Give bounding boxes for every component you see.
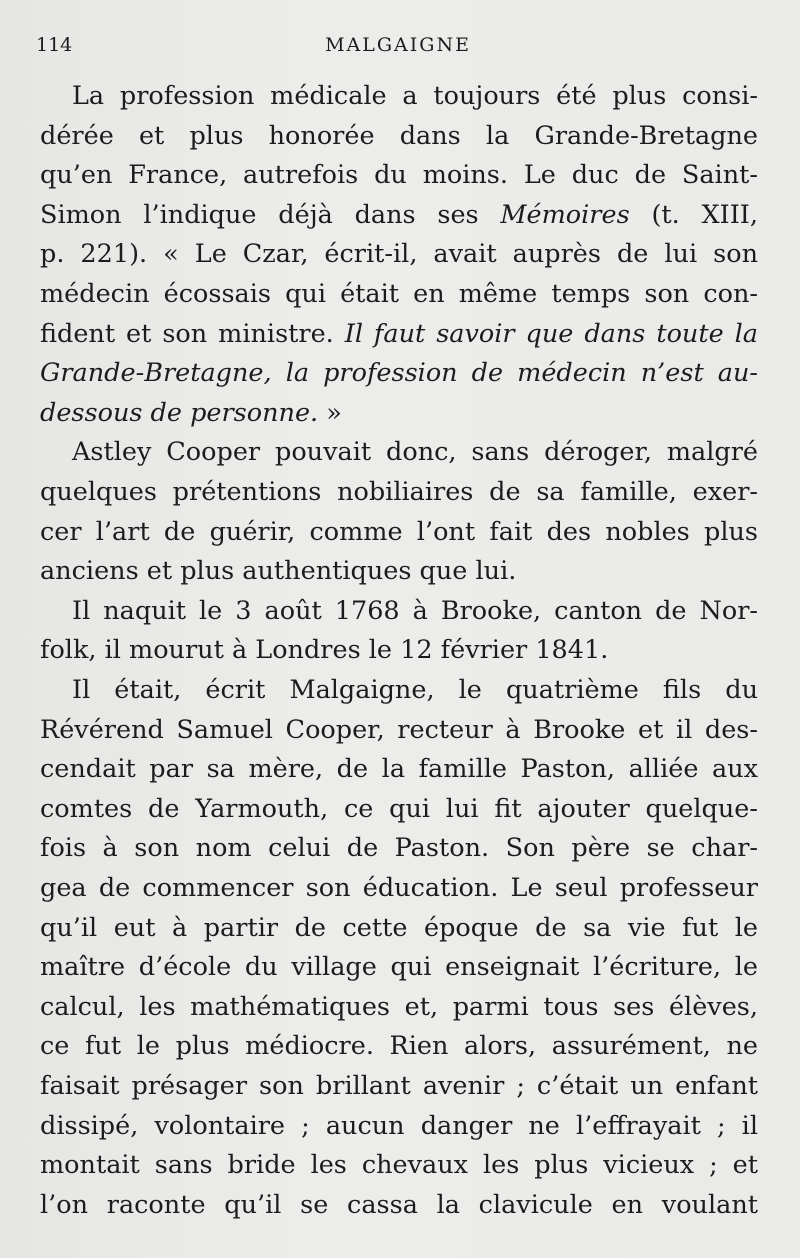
text-segment: qu’en France, autrefois du moins. Le duc de Saint- bbox=[40, 160, 758, 191]
text-segment: cer l’art de guérir, comme l’ont fait des nobles plus bbox=[40, 516, 758, 547]
text-segment: cendait par sa mère, de la famille Paston, alliée aux bbox=[40, 754, 758, 785]
text-line bbox=[40, 987, 758, 1027]
text-line bbox=[40, 234, 758, 274]
text-line bbox=[40, 116, 758, 156]
text-line bbox=[40, 1066, 758, 1106]
italic-text: Grande-Bretagne, la profession de médecin n’est au- bbox=[40, 358, 758, 389]
running-head: MALGAIGNE bbox=[325, 34, 471, 56]
page-number: 114 bbox=[36, 34, 73, 56]
text-line bbox=[40, 1185, 758, 1225]
text-line bbox=[40, 393, 758, 433]
text-segment: dissipé, volontaire ; aucun danger ne l’effrayait ; il bbox=[40, 1110, 758, 1141]
text-segment: montait sans bride les chevaux les plus vicieux ; et bbox=[40, 1150, 758, 1181]
text-segment: comtes de Yarmouth, ce qui lui fit ajouter quelque- bbox=[40, 793, 758, 824]
text-line bbox=[40, 947, 758, 987]
text-segment: Simon l’indique déjà dans ses bbox=[40, 199, 501, 230]
text-segment: » bbox=[318, 397, 342, 428]
text-line bbox=[40, 432, 758, 472]
text-line bbox=[40, 670, 758, 710]
text-line bbox=[40, 789, 758, 829]
text-segment: fois à son nom celui de Paston. Son père se char- bbox=[40, 833, 758, 864]
text-line bbox=[40, 472, 758, 512]
text-segment: La profession médicale a toujours été plus consi- bbox=[72, 81, 758, 111]
text-line bbox=[40, 1106, 758, 1146]
italic-text: Mémoires bbox=[500, 199, 630, 230]
text-segment: Il était, écrit Malgaigne, le quatrième fils du bbox=[72, 675, 758, 705]
text-line bbox=[40, 274, 758, 314]
text-segment: quelques prétentions nobiliaires de sa famille, exer- bbox=[40, 477, 758, 507]
text-line bbox=[40, 749, 758, 789]
text-line bbox=[40, 512, 758, 552]
text-line bbox=[40, 828, 758, 868]
text-line bbox=[40, 195, 758, 235]
text-segment: p. 221). « Le Czar, écrit-il, avait auprès de lui son bbox=[40, 239, 758, 270]
text-segment: médecin écossais qui était en même temps son con- bbox=[40, 279, 758, 309]
text-segment: calcul, les mathématiques et, parmi tous ses élèves, bbox=[40, 991, 758, 1022]
text-line bbox=[40, 76, 758, 116]
text-line bbox=[40, 868, 758, 908]
text-line bbox=[40, 551, 758, 591]
text-segment: Il naquit le 3 août 1768 à Brooke, canton de Nor- bbox=[72, 595, 758, 626]
text-segment: (t. XIII, bbox=[629, 199, 758, 230]
text-segment: faisait présager son brillant avenir ; c’était un enfant bbox=[40, 1071, 758, 1101]
text-line bbox=[40, 314, 758, 354]
text-line bbox=[40, 630, 758, 670]
text-segment: Révérend Samuel Cooper, recteur à Brooke et il des- bbox=[40, 714, 758, 745]
text-segment: ce fut le plus médiocre. Rien alors, assurément, ne bbox=[40, 1031, 758, 1062]
text-segment: fident et son ministre. bbox=[40, 318, 345, 349]
text-segment: qu’il eut à partir de cette époque de sa vie fut le bbox=[40, 912, 758, 943]
text-line bbox=[40, 591, 758, 631]
italic-text: Il faut savoir que dans toute la bbox=[344, 318, 758, 349]
text-segment: Astley Cooper pouvait donc, sans déroger, malgré bbox=[72, 437, 758, 468]
text-line bbox=[40, 353, 758, 393]
text-segment: gea de commencer son éducation. Le seul professeur bbox=[40, 873, 758, 903]
text-line bbox=[40, 155, 758, 195]
text-line bbox=[40, 1145, 758, 1185]
text-line bbox=[40, 908, 758, 948]
text-segment: dérée et plus honorée dans la Grande-Bretagne bbox=[40, 120, 758, 151]
italic-text: dessous de personne. bbox=[40, 397, 319, 428]
text-line bbox=[40, 1026, 758, 1066]
text-segment: maître d’école du village qui enseignait l’écriture, le bbox=[40, 952, 758, 983]
text-segment: folk, il mourut à Londres le 12 février 1841. bbox=[40, 635, 609, 666]
text-segment: l’on raconte qu’il se cassa la clavicule en voulant bbox=[40, 1189, 758, 1220]
page-header bbox=[36, 34, 760, 64]
text-segment: anciens et plus authentiques que lui. bbox=[40, 556, 517, 587]
text-line bbox=[40, 710, 758, 750]
